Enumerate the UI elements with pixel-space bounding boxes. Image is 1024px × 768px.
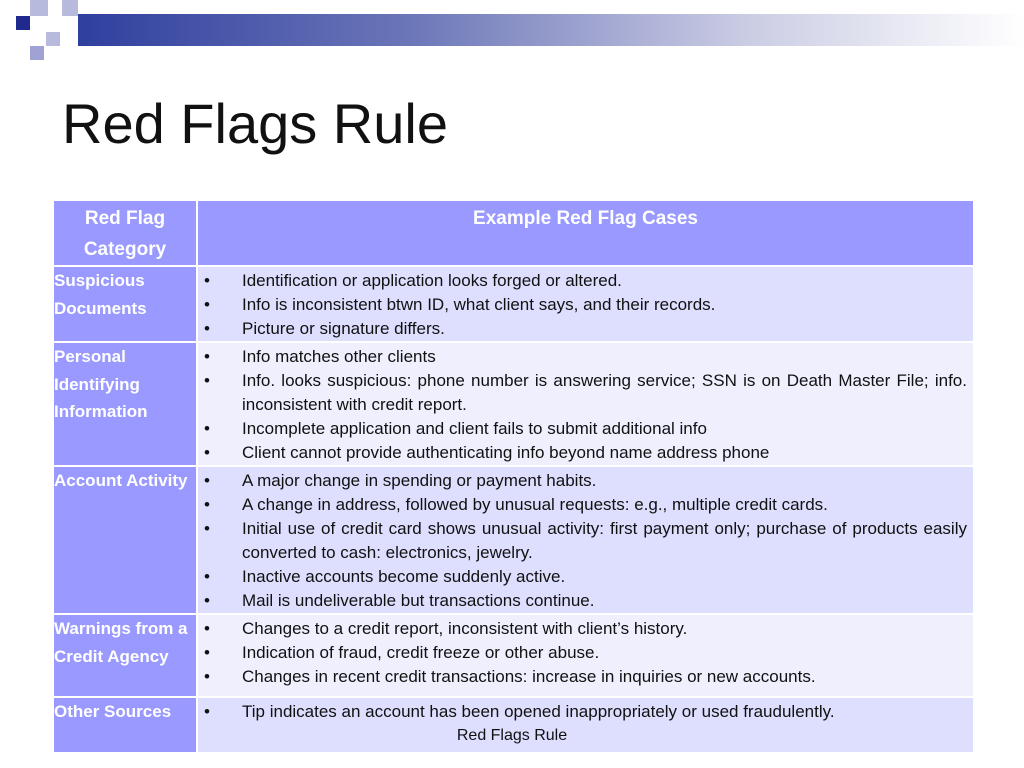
red-flags-table bbox=[52, 199, 975, 754]
list-item: • Tip indicates an account has been opened inappropriately or used fraudulently. bbox=[202, 700, 967, 724]
decorative-square bbox=[46, 16, 62, 32]
table-row bbox=[53, 614, 974, 697]
cases-list bbox=[198, 343, 973, 465]
category-cell: Other Sources bbox=[53, 697, 197, 753]
list-item: • Picture or signature differs. bbox=[202, 317, 967, 341]
cases-cell bbox=[197, 466, 974, 614]
list-item: • Changes to a credit report, inconsistent with client’s history. bbox=[202, 617, 967, 641]
list-item: • Indication of fraud, credit freeze or other abuse. bbox=[202, 641, 967, 665]
list-item: • Info is inconsistent btwn ID, what client says, and their records. bbox=[202, 293, 967, 317]
column-header-label: Example Red Flag Cases bbox=[473, 208, 698, 229]
table-row bbox=[53, 342, 974, 466]
decorative-square bbox=[16, 16, 30, 30]
decorative-square bbox=[46, 32, 60, 46]
list-item: • Info matches other clients bbox=[202, 345, 967, 369]
column-header-cases bbox=[197, 200, 974, 266]
cases-cell bbox=[197, 342, 974, 466]
table-row bbox=[53, 466, 974, 614]
decorative-square bbox=[62, 0, 78, 16]
column-header-label: Red Flag Category bbox=[83, 208, 167, 260]
table-row bbox=[53, 266, 974, 342]
cases-cell bbox=[197, 614, 974, 697]
list-item: • Inactive accounts become suddenly active. bbox=[202, 565, 967, 589]
cases-list bbox=[198, 467, 973, 613]
list-item: • Incomplete application and client fails to submit additional info bbox=[202, 417, 967, 441]
category-cell: Warnings from a Credit Agency bbox=[53, 614, 197, 697]
list-item: • Mail is undeliverable but transactions continue. bbox=[202, 589, 967, 613]
column-header-category bbox=[53, 200, 197, 266]
list-item: • Initial use of credit card shows unusual activity: first payment only; purchase of products easily converted to cash: electronics, jewelry. bbox=[202, 517, 967, 565]
cases-list bbox=[198, 698, 973, 724]
list-item: • Changes in recent credit transactions: increase in inquiries or new accounts. bbox=[202, 665, 967, 689]
slide-footer: Red Flags Rule bbox=[456, 727, 568, 744]
cases-list bbox=[198, 267, 973, 341]
cases-cell bbox=[197, 266, 974, 342]
list-item: • Identification or application looks forged or altered. bbox=[202, 269, 967, 293]
decorative-square bbox=[30, 0, 48, 16]
header-gradient-bar bbox=[78, 14, 1024, 46]
list-item: • Info. looks suspicious: phone number is answering service; SSN is on Death Master File; info. inconsistent with credit report. bbox=[202, 369, 967, 417]
list-item: • A change in address, followed by unusual requests: e.g., multiple credit cards. bbox=[202, 493, 967, 517]
category-cell: Personal Identifying Information bbox=[53, 342, 197, 466]
decorative-square bbox=[30, 46, 44, 60]
list-item: • Client cannot provide authenticating info beyond name address phone bbox=[202, 441, 967, 465]
category-cell: Account Activity bbox=[53, 466, 197, 614]
slide-title: Red Flags Rule bbox=[62, 92, 448, 155]
cases-list bbox=[198, 615, 973, 689]
table-header-row bbox=[53, 200, 974, 266]
category-cell: Suspicious Documents bbox=[53, 266, 197, 342]
list-item: • A major change in spending or payment habits. bbox=[202, 469, 967, 493]
